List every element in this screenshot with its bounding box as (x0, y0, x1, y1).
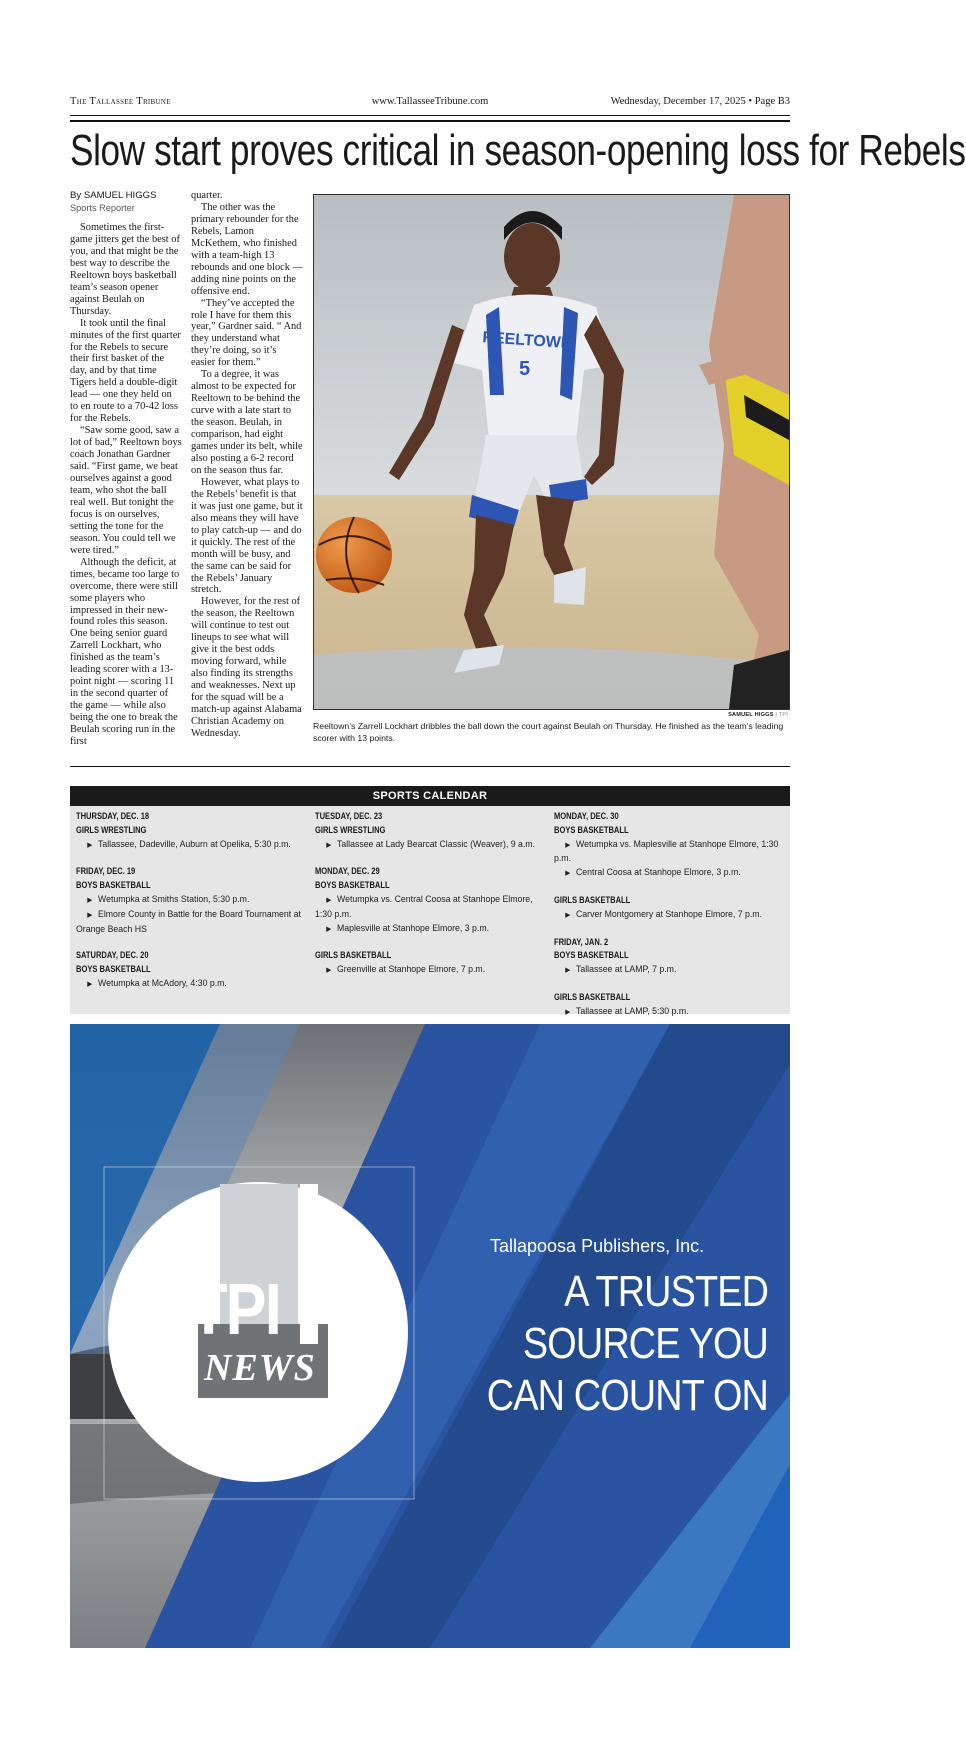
photo-illustration (314, 195, 789, 709)
basketball-photo (313, 194, 790, 710)
website-url[interactable]: www.TallasseeTribune.com (371, 96, 489, 107)
paragraph: It took until the final minutes of the first quarter for the Rebels to secure their first basket of the day, and by that time Tigers held a double-digit lead — one they held on to en route to a 70-42 loss for the Rebels. (70, 317, 181, 425)
masthead-rule (70, 115, 790, 122)
calendar-event-text: Carver Montgomery at Stanhope Elmore, 7 p.m. (575, 908, 763, 919)
tpi-logo-text: TPI (190, 1270, 281, 1350)
calendar-sport: GIRLS BASKETBALL (315, 950, 392, 961)
calendar-event-text: Wetumpka at McAdory, 4:30 p.m. (97, 977, 227, 988)
date-page: Wednesday, December 17, 2025 • Page B3 (610, 96, 790, 107)
paragraph: The other was the primary rebounder for the Rebels, Lamon McKethem, who finished with a team-high 13 rebounds and one block — adding nine points on the offensive end. (191, 201, 303, 297)
sports-calendar (70, 806, 790, 1014)
calendar-event (315, 893, 545, 922)
bullet-triangle-icon: ▶ (565, 911, 571, 919)
bullet-triangle-icon: ▶ (87, 841, 93, 849)
byline-role: Sports Reporter (70, 203, 135, 213)
article-column-2 (191, 190, 303, 740)
calendar-event (76, 977, 306, 992)
paragraph: Sometimes the first-game jitters get the best of you, and that might be the best way to describe the Reeltown boys basketball team’s season opener against Beulah on Thursday. (70, 222, 180, 317)
calendar-day: SATURDAY, DEC. 20 (76, 950, 149, 961)
calendar-sport: BOYS BASKETBALL (76, 964, 151, 975)
calendar-sport: GIRLS WRESTLING (76, 824, 147, 835)
bullet-triangle-icon: ▶ (326, 925, 332, 933)
calendar-event-text: Tallassee at LAMP, 5:30 p.m. (575, 1005, 689, 1016)
calendar-event (554, 1005, 784, 1020)
calendar-column (554, 810, 785, 1020)
bullet-triangle-icon: ▶ (565, 967, 571, 975)
calendar-event-text: Elmore County in Battle for the Board Tournament at Orange Beach HS (76, 908, 301, 934)
calendar-event-text: Wetumpka vs. Central Coosa at Stanhope Elmore, 1:30 p.m. (315, 893, 533, 919)
bullet-triangle-icon: ▶ (565, 870, 571, 878)
calendar-event (315, 922, 545, 937)
calendar-event-text: Greenville at Stanhope Elmore, 7 p.m. (336, 964, 486, 975)
headline: Slow start proves critical in season-opening loss for Rebels (70, 126, 966, 175)
calendar-day: FRIDAY, JAN. 2 (554, 936, 609, 947)
publisher-name: Tallapoosa Publishers, Inc. (490, 1236, 705, 1256)
bullet-triangle-icon: ▶ (87, 980, 93, 988)
paragraph: “Saw some good, saw a lot of bad,” Reeltown boys coach Jonathan Gardner said. “First game, we beat ourselves against a good team, who shot the ball real well. But tonight the focus is on ourselves, setting the tone for the season. You could tell we were tired.” (70, 425, 182, 556)
calendar-sport: GIRLS BASKETBALL (554, 991, 631, 1002)
tagline-line-1: A TRUSTED (564, 1267, 768, 1316)
calendar-event (76, 893, 306, 908)
calendar-event (554, 866, 784, 881)
calendar-event (76, 838, 306, 853)
bullet-triangle-icon: ▶ (326, 896, 332, 904)
calendar-event (315, 963, 545, 978)
calendar-day: MONDAY, DEC. 30 (554, 811, 619, 821)
bullet-triangle-icon: ▶ (326, 967, 332, 975)
calendar-event-text: Wetumpka at Smiths Station, 5:30 p.m. (97, 893, 250, 904)
calendar-day: MONDAY, DEC. 29 (315, 866, 380, 877)
article-column-1 (70, 190, 182, 748)
calendar-day: THURSDAY, DEC. 18 (76, 811, 150, 821)
calendar-event (554, 838, 784, 867)
jersey-text: REELTOWN (481, 329, 573, 353)
bullet-triangle-icon: ▶ (87, 896, 93, 904)
calendar-sport: BOYS BASKETBALL (76, 880, 151, 891)
bullet-triangle-icon: ▶ (326, 841, 332, 849)
paragraph: quarter. (191, 190, 223, 201)
calendar-day: TUESDAY, DEC. 23 (315, 811, 383, 821)
calendar-event-text: Tallassee, Dadeville, Auburn at Opelika, 5:30 p.m. (97, 838, 291, 849)
paragraph: Although the deficit, at times, became too large to overcome, there were still some players who impressed in their new-found roles this season. One being senior guard Zarrell Lockhart, who finished as the team’s leading scorer with a 13-point night — scoring 11 in the second quarter of the game — while also being the one to break the Beulah scoring run in the first (70, 556, 180, 747)
calendar-event-text: Central Coosa at Stanhope Elmore, 3 p.m. (575, 867, 741, 878)
paper-name: The Tallassee Tribune (70, 96, 171, 107)
bullet-triangle-icon: ▶ (565, 841, 571, 849)
calendar-sport: GIRLS BASKETBALL (554, 894, 631, 905)
calendar-sport: GIRLS WRESTLING (315, 824, 386, 835)
photo-caption: Reeltown’s Zarrell Lockhart dribbles the ball down the court against Beulah on Thursday. He finished as the team’s leading scorer with 13 points. (313, 721, 784, 743)
calendar-title: SPORTS CALENDAR (70, 786, 790, 806)
photo-credit: SAMUEL HIGGS | TPI (728, 712, 788, 718)
calendar-event-text: Tallassee at Lady Bearcat Classic (Weaver), 9 a.m. (336, 838, 536, 849)
paragraph: However, for the rest of the season, the Reeltown will continue to test out lineups to see what will give it the best odds moving forward, while also finding its strengths and weaknesses. Next up for the squad will be a match-up against Alabama Christian Academy on Wednesday. (191, 596, 302, 739)
news-logo-text: NEWS (204, 1347, 316, 1389)
byline: By SAMUEL HIGGS (70, 190, 157, 201)
calendar-event-text: Maplesville at Stanhope Elmore, 3 p.m. (336, 922, 490, 933)
calendar-sport: BOYS BASKETBALL (554, 824, 629, 835)
calendar-column (315, 810, 546, 978)
calendar-sport: BOYS BASKETBALL (554, 950, 629, 961)
calendar-day: FRIDAY, DEC. 19 (76, 866, 136, 877)
bullet-triangle-icon: ▶ (87, 911, 93, 919)
jersey-number: 5 (519, 358, 531, 380)
calendar-event (554, 908, 784, 923)
calendar-event-text: Tallassee at LAMP, 7 p.m. (575, 964, 677, 975)
paragraph: To a degree, it was almost to be expected for Reeltown to be behind the curve with a late start to the season. Beulah, in comparison, had eight games under its belt, while also posting a 6-2 record on the season thus far. (191, 369, 303, 476)
paragraph: “They’ve accepted the role I have for them this year,” Gardner said. “ And they understand what they’re doing, so it’s easier for them.” (191, 297, 302, 369)
calendar-event-text: Wetumpka vs. Maplesville at Stanhope Elmore, 1:30 p.m. (554, 838, 779, 864)
calendar-column (76, 810, 307, 992)
section-rule (70, 766, 790, 767)
bullet-triangle-icon: ▶ (565, 1008, 571, 1016)
tagline-line-3: CAN COUNT ON (486, 1371, 768, 1420)
calendar-sport: BOYS BASKETBALL (315, 880, 390, 891)
calendar-event (315, 838, 545, 853)
credit-org: TPI (778, 712, 788, 718)
calendar-event (76, 908, 306, 937)
calendar-event (554, 963, 784, 978)
paragraph: However, what plays to the Rebels’ benefit is that it was just one game, but it also means they will have to play catch-up — and do it quickly. The rest of the month will be busy, and the same can be said for the Rebels’ January stretch. (191, 476, 303, 596)
credit-name: SAMUEL HIGGS (728, 712, 774, 718)
masthead (70, 96, 790, 112)
tagline-line-2: SOURCE YOU (522, 1319, 768, 1368)
